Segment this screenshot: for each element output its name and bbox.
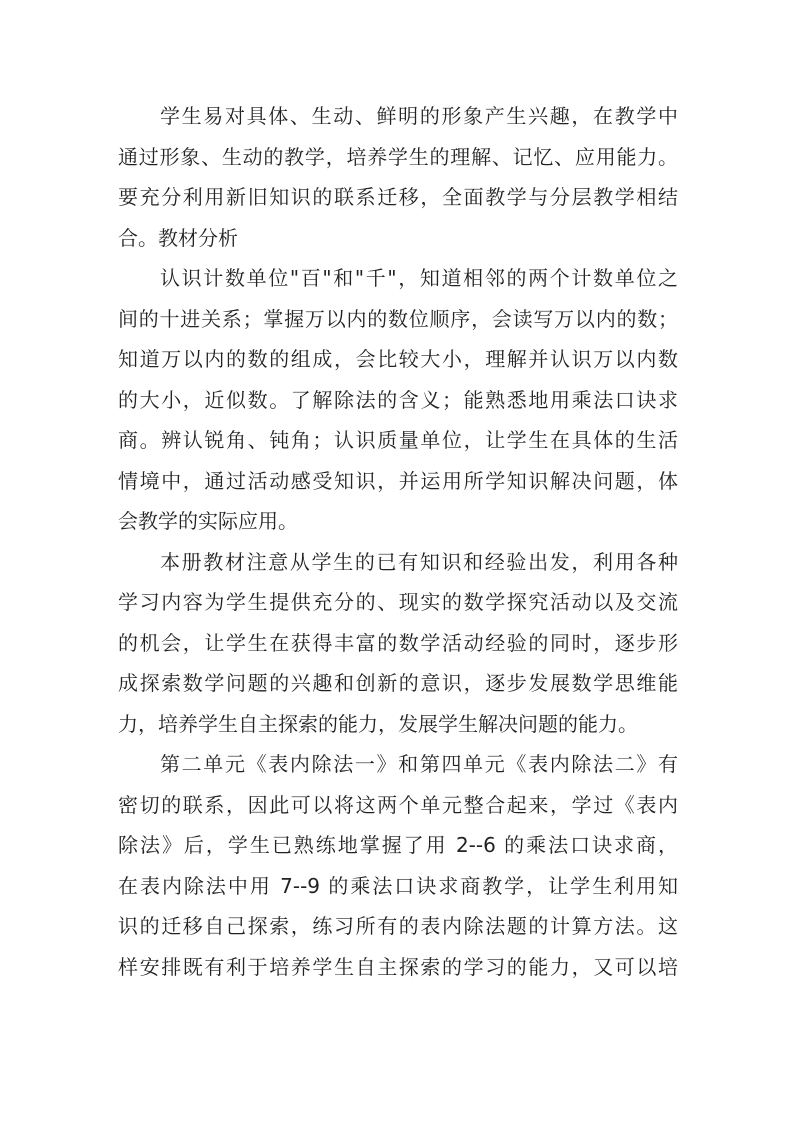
paragraph-line: 第二单元《表内除法一》和第四单元《表内除法二》有 xyxy=(160,752,678,776)
paragraph-line: 密切的联系，因此可以将这两个单元整合起来，学过《表内 xyxy=(118,792,678,817)
paragraph-line: 知道万以内的数的组成，会比较大小，理解并认识万以内数 xyxy=(118,347,678,371)
paragraph-line: 力，培养学生自主探索的能力，发展学生解决问题的能力。 xyxy=(118,711,638,736)
paragraph-line: 会教学的实际应用。 xyxy=(118,509,298,533)
paragraph-line: 的大小，近似数。了解除法的含义；能熟悉地用乘法口诀求 xyxy=(118,387,678,412)
paragraph-line: 除法》后，学生已熟练地掌握了用 2--6 的乘法口诀求商， xyxy=(118,833,678,857)
paragraph-line: 认识计数单位"百"和"千"，知道相邻的两个计数单位之 xyxy=(160,266,678,290)
paragraph-line: 要充分利用新旧知识的联系迁移，全面教学与分层教学相结 xyxy=(118,185,678,209)
paragraph-line: 情境中，通过活动感受知识，并运用所学知识解决问题，体 xyxy=(118,468,678,493)
paragraph-line: 识的迁移自己探索，练习所有的表内除法题的计算方法。这 xyxy=(118,914,678,938)
paragraph-line: 在表内除法中用 7--9 的乘法口诀求商教学，让学生利用知 xyxy=(118,873,678,898)
paragraph-line: 通过形象、生动的教学，培养学生的理解、记忆、应用能力。 xyxy=(118,144,678,169)
document-body xyxy=(118,96,678,987)
paragraph-line: 合。教材分析 xyxy=(118,225,238,250)
paragraph-line: 学生易对具体、生动、鲜明的形象产生兴趣，在教学中 xyxy=(160,104,678,128)
paragraph-line: 成探索数学问题的兴趣和创新的意识，逐步发展数学思维能 xyxy=(118,671,678,695)
paragraph-line: 商。辨认锐角、钝角；认识质量单位，让学生在具体的生活 xyxy=(118,428,678,452)
paragraph-line: 学习内容为学生提供充分的、现实的数学探究活动以及交流 xyxy=(118,590,678,614)
paragraph-line: 本册教材注意从学生的已有知识和经验出发，利用各种 xyxy=(160,549,678,574)
paragraph-line: 的机会，让学生在获得丰富的数学活动经验的同时，逐步形 xyxy=(118,630,678,655)
paragraph-line: 间的十进关系；掌握万以内的数位顺序，会读写万以内的数； xyxy=(118,306,678,331)
paragraph-line: 样安排既有利于培养学生自主探索的学习的能力，又可以培 xyxy=(118,954,678,979)
